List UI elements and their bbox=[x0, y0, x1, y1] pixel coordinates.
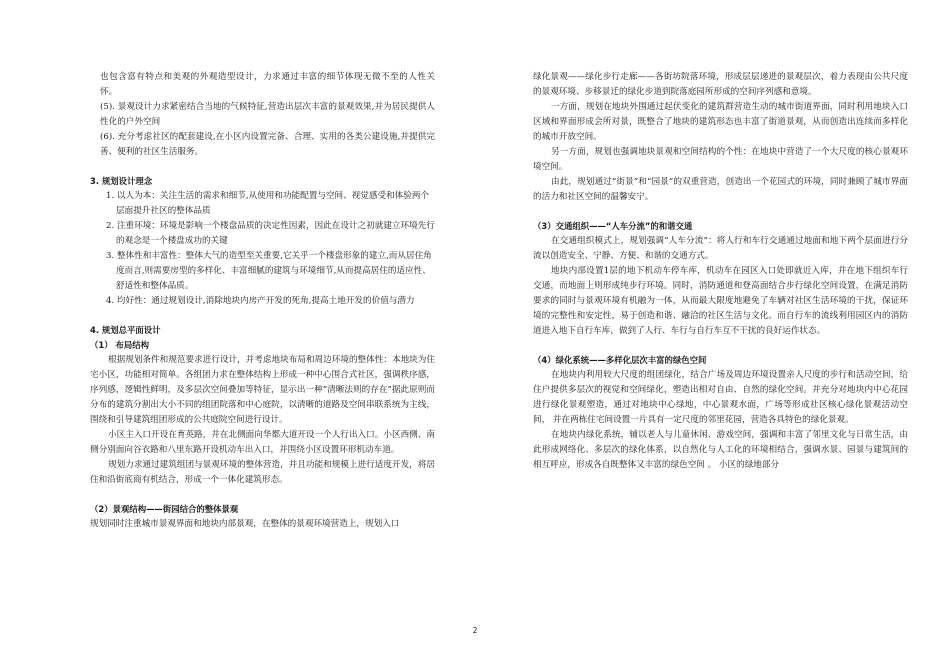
subsection-heading: （4）绿化系统——多样化层次丰富的绿色空间 bbox=[533, 355, 707, 365]
section-heading: 3. 规划设计理念 bbox=[90, 176, 153, 186]
paragraph: 绿化景观——绿化步行走廊——各街坊院落环境，形成层层递进的景观层次，着力表现由公共尺度的景观环境、步移景迁的绿化步道到院落庭园所形成的空间序列感和意境。 bbox=[533, 72, 908, 97]
left-column bbox=[90, 70, 435, 532]
paragraph: 也包含富有特点和美观的外观造型设计，力求通过丰富的细节体现无微不至的人性关怀。 bbox=[100, 72, 435, 97]
paragraph: 规划同时注重城市景观界面和地块内部景观，在整体的景观环境营造上，规划入口 bbox=[90, 519, 400, 529]
paragraph: (5). 景观设计力求紧密结合当地的气候特征,营造出层次丰富的景观效果,并为居民提供人性化的户外空间 bbox=[100, 102, 435, 127]
paragraph: 由此，规划通过“街景”和“园景”的双重营造，创造出一个花园式的环境，同时兼顾了城市界面的活力和社区空间的温馨安宁。 bbox=[533, 177, 908, 202]
section-heading: 4. 规划总平面设计 bbox=[90, 325, 161, 335]
page-number: 2 bbox=[472, 626, 478, 635]
paragraph: 一方面，规划在地块外围通过起伏变化的建筑群营造生动的城市街道界面，同时利用地块入口区域和界面形成会所对景，既整合了地块的建筑形态也丰富了街道景观，从而创造出连续而多样化的城市开放空间。 bbox=[533, 102, 908, 142]
concept-item: 4. 均好性：通过规划设计,消除地块内房产开发的死角,提高土地开发的价值与潜力 bbox=[106, 296, 415, 306]
paragraph: (6). 充分考虑社区的配套建设,在小区内设置完备、合理、实用的各类公建设施,并提供完善、便利的社区生活服务。 bbox=[100, 132, 435, 157]
subsection-heading: （1） 布局结构 bbox=[90, 340, 149, 350]
subsection-heading: （2）景观结构——街园结合的整体景观 bbox=[90, 504, 239, 514]
subsection-heading: （3）交通组织——“人车分流”的和谐交通 bbox=[533, 221, 693, 231]
paragraph: 另一方面，规划也强调地块景观和空间结构的个性：在地块中营造了一个大尺度的核心景观环境空间。 bbox=[533, 147, 908, 172]
concept-item: 1. 以人为本：关注生活的需求和细节,从使用和功能配置与空间、视觉感受和体验两个层面提升社区的整体品质 bbox=[106, 191, 430, 216]
paragraph: 小区主入口开设在育英路，并在北侧面向华都大道开设一个人行出入口。小区西侧、南侧分别面向谷衣路和八里东路开设机动车出入口，并围绕小区设置环形机动车道。 bbox=[90, 430, 435, 455]
paragraph: 根据规划条件和规范要求进行设计，并考虑地块布局和周边环境的整体性：本地块为住宅小区，功能相对简单。各组团力求在整体结构上形成一种中心围合式社区，强调秩序感，序列感，逻辑性鲜明，及多层次空间叠加等特征，显示出一种“清晰法则的存在”据此原则而分布的建筑分割出大小不同的组团院落和中心庭院，以清晰的道路及空间串联系统为主线，围绕和引导建筑组团形成的公共庭院空间进行设计。 bbox=[90, 355, 435, 425]
paragraph: 在地块内利用较大尺度的组团绿化，结合广场及周边环境设置亲人尺度的步行和活动空间，给住户提供多层次的视觉和空间绿化，塑造出相对自由、自然的绿化空间。并充分对地块内中心花园进行绿化景观塑造，通过对地块中心绿地，中心景观水面，广场等形成社区核心绿化景观活动空间， 并在两栋住宅间设置一片具有一定尺度的邻里花园，营造各具特色的绿化景观。 bbox=[533, 370, 908, 425]
right-column bbox=[533, 70, 908, 473]
paragraph: 地块内部设置1层的地下机动车停车库，机动车在园区入口处即就近入库，并在地下组织车行交通，而地面上则形成纯步行环境。同时，消防通道和登高面结合步行绿化空间设置，在满足消防要求的同时与景观环境有机融为一体，从而最大限度地避免了车辆对社区生活环境的干扰，保证环境的完整性和安定性，易于创造和谐、融洽的社区生活与文化。而自行车的流线利用园区内的消防道进入地下自行车库，做到了人行、车行与自行车互不干扰的良好运作状态。 bbox=[533, 266, 908, 336]
concept-item: 2. 注重环境：环境是影响一个楼盘品质的决定性因素，因此在设计之初就建立环境先行的观念是一个楼盘成功的关键 bbox=[106, 221, 435, 246]
concept-item: 3. 整体性和丰富性：整体大气的造型至关重要,它关乎一个楼盘形象的建立,而从居住角度而言,则需要房型的多样化、丰富细腻的建筑与环境细节,从而提高居住的适应性、舒适性和整体品质。 bbox=[106, 251, 432, 291]
paragraph: 在交通组织模式上，规划强调“人车分流”：将人行和车行交通通过地面和地下两个层面进行分流以创造安全、宁静、方便、和谐的交通方式。 bbox=[533, 236, 908, 261]
paragraph: 在地块内绿化系统，辅以老人与儿童休闲、游戏空间，强调和丰富了邻里文化与日常生活，由此形成网络化、多层次的绿化体系，以自然化与人工化的环境相结合，强调水景、园景与建筑间的相互呼应，形成各自既整体又丰富的绿色空间 。 小区的绿地部分 bbox=[533, 430, 908, 470]
paragraph: 规划力求通过建筑组团与景观环境的整体营造，并且功能和规模上进行适度开发，将居住和沿街底商有机结合，形成一个一体化建筑形态。 bbox=[90, 460, 435, 485]
